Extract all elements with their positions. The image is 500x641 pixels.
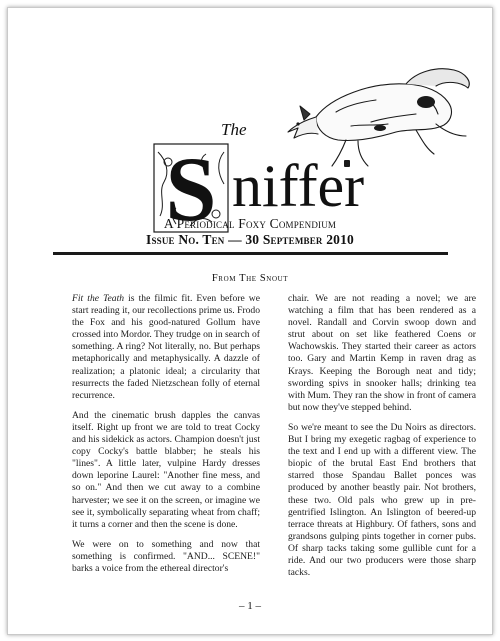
masthead-rule [53, 252, 448, 255]
drop-cap-letter: S [165, 138, 217, 238]
article-paragraph: And the cinematic brush dapples the canvas itself. Right up front we are told to treat Cocky and his sidekick as actors. Champion doesn't just copy Cocky's battle blabber; he steals his "lines". A little later, vulpine Hardy dresses down leporine Laurel: "Another fine mess, and so on." And then we cut away to a combine harvester; we see it on the screen, or imagine we see it, symbolically separating wheat from chaff; it turns a corner and then the scene is done. [72, 409, 260, 530]
masthead-subtitle: A Periodical Foxy Compendium [163, 216, 337, 231]
article-paragraph: So we're meant to see the Du Noirs as directors. But I bring my exegetic ragbag of experience to the text and I end up with a different view. The biopic of the brutal East End brothers that starred those Spandau Ballet ponces was produced by another beastly pair. Not brothers, these two. Old pals who grew up in pre-gentrified Islington. An Islington of beered-up terrace threats at Highbury. Of fathers, sons and grandsons gulping pints together in corner pubs. Of sharp tacks taking some gullible cunt for a ride. And our two producers were those sharp tacks. [288, 421, 476, 579]
masthead-the: The [221, 120, 247, 139]
document-page [7, 7, 493, 635]
article-paragraph: Fit the Teath is the filmic fit. Even before we start reading it, our recollections prime us. Frodo the Fox and his good-natured Gollum have crossed into Mordor. They trudge on in search of something. A ring? Not literally, no. But perhaps metaphorically and metaphysically. A dazzle of realization; a platonic ideal; a circularity that resurrects the faded Nietzschean folly of eternal recurrence. [72, 293, 260, 401]
section-heading: From The Snout [211, 273, 289, 284]
issue-line: Issue No. Ten — 30 September 2010 [145, 232, 355, 247]
masthead [8, 8, 492, 258]
article-paragraph: chair. We are not reading a novel; we are watching a film that has been rendered as a novel. Randall and Corvin swoop down and strut about on set like feathered Coens or Wachowskis. They started their career as actors too. Gary and Martin Kemp in raven drag as Krays. Keeping the Borough neat and tidy; swording spivs in snooker halls; drinking tea with Mum. They ran the show in front of camera but now they've stepped behind. [288, 293, 476, 413]
article-paragraph: We were on to something and now that something is confirmed. "AND... SCENE!" barks a voice from the ethereal director's [72, 538, 260, 574]
article-column-left [72, 293, 260, 583]
article-column-right [288, 293, 476, 587]
page-number: – 1 – [239, 600, 261, 612]
article-title-italic: Fit the Teath [72, 293, 125, 304]
masthead-title: niffer [232, 153, 365, 219]
